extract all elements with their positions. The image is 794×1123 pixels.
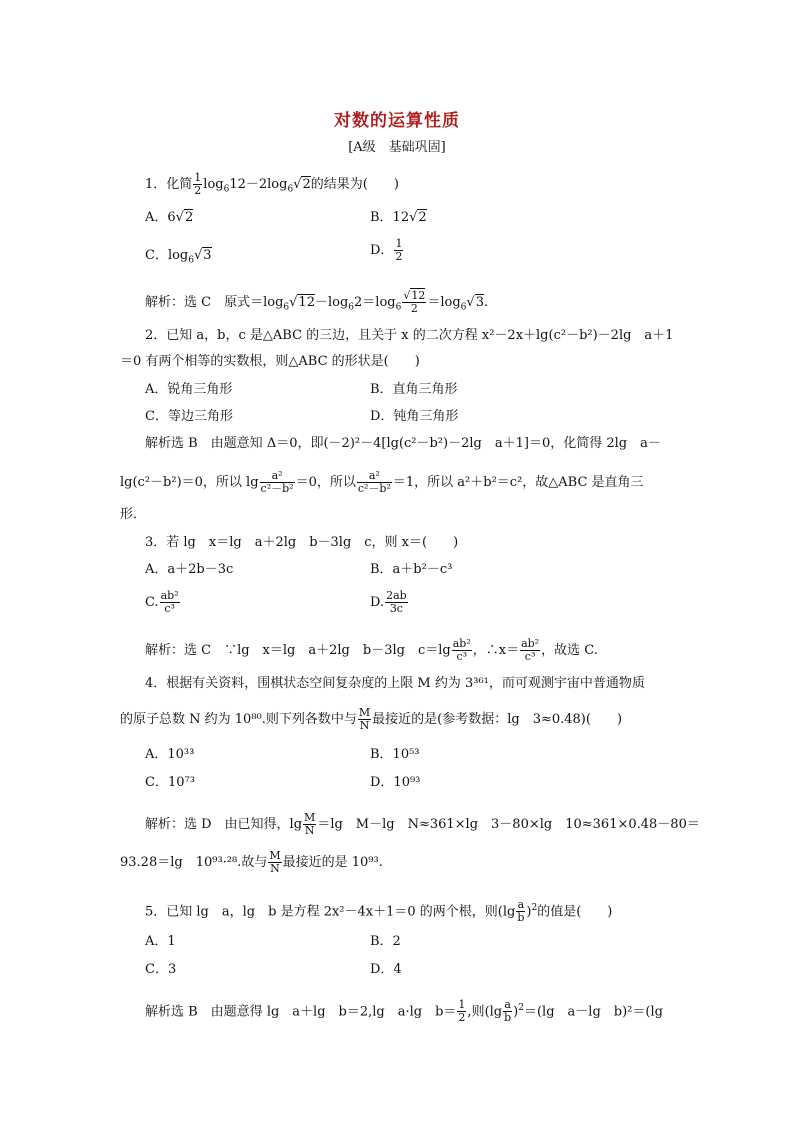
q2-option-b: B．直角三角形 bbox=[370, 382, 458, 397]
q4-answer-line2: 93.28＝lg 10⁹³·²⁸.故与 $\frac{M}{N}$ 最接近的是 10⁹³. bbox=[120, 849, 383, 875]
q3-option-c: C. $\frac{\text{ab²}}{\text{c³}}$ bbox=[145, 589, 179, 615]
question-5-stem: 5．已知 lg a，lg b 是方程 2x²－4x＋1＝0 的两个根，则(lg $\frac{a}{b}$ )$^2$的值是( ) bbox=[145, 898, 613, 925]
q3-answer: 解析：选 C ∵lg x＝lg a＋2lg b－3lg c＝lg $\frac{\text{ab²}}{\text{c³}}$ ，∴x＝ $\frac{\text{ab²}}{\text{c³}}$ ，故选 C. bbox=[145, 637, 598, 663]
q2-answer-line1: 解析选 B 由题意知 Δ＝0，即(－2)²－4[lg(c²－b²)－2lg a＋1]＝0，化简得 2lg a－ bbox=[145, 436, 661, 451]
q1-option-a: A．6√2 bbox=[145, 210, 194, 225]
question-4-stem-line2: 的原子总数 N 约为 10⁸⁰.则下列各数中与 $\frac{M}{N}$ 最接近的是(参考数据：lg 3≈0.48)( ) bbox=[120, 706, 623, 732]
q1-fraction-half: $\frac{1}{2}$ bbox=[194, 171, 202, 197]
question-3-stem: 3．若 lg x＝lg a＋2lg b－3lg c，则 x＝( ) bbox=[145, 535, 459, 550]
q2-answer-line2: lg(c²－b²)＝0，所以 lg $\frac{\text{a²}}{\text{c²－b²}}$ ＝0，所以 $\frac{\text{a²}}{\text{c²－b²}}$ ＝1，所以 a²＋b²＝c²，故△ABC 是直角三 bbox=[120, 469, 644, 495]
question-2-stem-line1: 2．已知 a，b，c 是△ABC 的三边，且关于 x 的二次方程 x²－2x＋lg(c²－b²)－2lg a＋1 bbox=[145, 328, 674, 343]
q1-option-b: B．12√2 bbox=[370, 210, 427, 225]
q4-option-c: C．10⁷³ bbox=[145, 775, 195, 790]
q5-option-c: C．3 bbox=[145, 962, 177, 977]
q4-option-a: A．10³³ bbox=[145, 747, 195, 762]
question-1-stem: 1．化简 $\frac{1}{2}$ $\log_612-2\log_6√2$的结果为( ) bbox=[145, 171, 399, 197]
q2-option-c: C．等边三角形 bbox=[145, 409, 233, 424]
q5-option-a: A．1 bbox=[145, 934, 176, 949]
q3-option-d: D. $\frac{2ab}{3c}$ bbox=[370, 589, 407, 615]
q5-option-b: B．2 bbox=[370, 934, 401, 949]
q2-option-d: D．钝角三角形 bbox=[370, 409, 459, 424]
section-subtitle: [A级 基础巩固] bbox=[348, 140, 446, 155]
question-2-stem-line2: ＝0 有两个相等的实数根，则△ABC 的形状是( ) bbox=[120, 354, 420, 369]
q2-answer-line3: 形． bbox=[120, 507, 147, 522]
question-4-stem-line1: 4．根据有关资料，围棋状态空间复杂度的上限 M 约为 3³⁶¹，而可观测宇宙中普通物质 bbox=[145, 676, 645, 691]
q3-option-a: A．a＋2b－3c bbox=[145, 562, 234, 577]
q4-option-d: D．10⁹³ bbox=[370, 775, 421, 790]
sqrt-symbol: √ bbox=[293, 177, 302, 192]
q1-option-d: D． $\frac{1}{2}$ bbox=[370, 237, 403, 263]
q4-answer-line1: 解析：选 D 由已知得，lg $\frac{M}{N}$ ＝lg M－lg N≈361×lg 3－80×lg 10≈361×0.48－80＝ bbox=[145, 811, 700, 837]
q3-option-b: B．a＋b²－c³ bbox=[370, 562, 453, 577]
q5-option-d: D．4 bbox=[370, 962, 402, 977]
q1-stem-text: 1．化简 bbox=[145, 177, 193, 192]
q2-option-a: A．锐角三角形 bbox=[145, 382, 233, 397]
page-title: 对数的运算性质 bbox=[334, 111, 460, 131]
q5-answer: 解析选 B 由题意得 lg a＋lg b＝2,lg a·lg b＝ $\frac{1}{2}$ ,则(lg $\frac{a}{b}$ )$^2$＝(lg a－lg b)²＝(lg bbox=[145, 998, 663, 1025]
q1-option-c: C．$\log_6√3$ bbox=[145, 248, 212, 266]
q1-answer: 解析：选 C 原式$=\log_6√12-\log_62=\log_6$ $\frac{√12}{2}$ $=\log_6√3$. bbox=[145, 289, 489, 315]
q4-option-b: B．10⁵³ bbox=[370, 747, 420, 762]
